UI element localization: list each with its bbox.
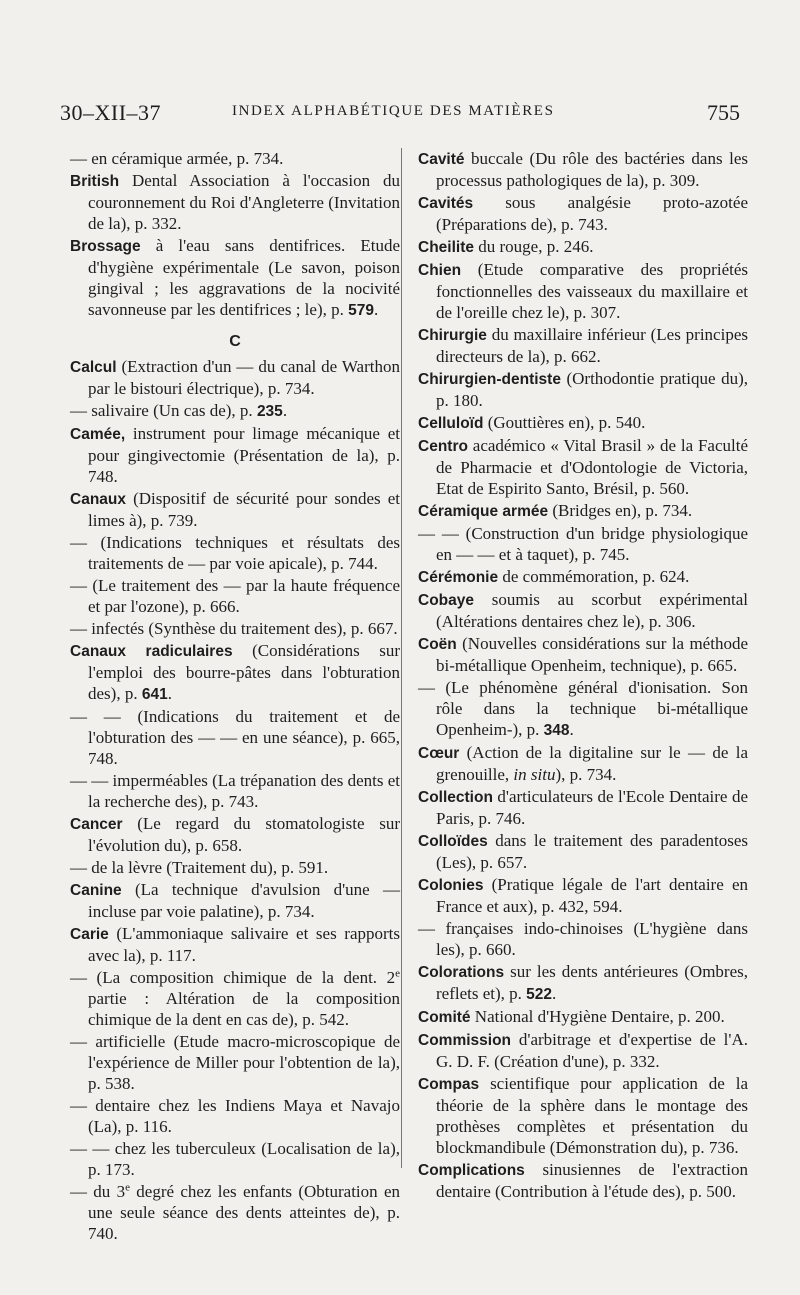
- entry-text: dans le traitement des paradentoses (Les), p. 657.: [436, 831, 748, 872]
- entry-text: scientifique pour application de la théorie de la sphère dans le montage des prothèses complètes et présentation du blockmandibule (Démonstration du), p. 736.: [436, 1074, 748, 1157]
- entry-text: (Extraction d'un — du canal de Warthon par le bistouri électrique), p. 734.: [88, 357, 400, 398]
- entry-text: (Action de la digitaline sur le — de la grenouille,: [436, 743, 748, 784]
- bold-page-number: 579: [348, 302, 374, 319]
- entry-text: (L'ammoniaque salivaire et ses rapports avec la), p. 117.: [88, 924, 400, 965]
- index-entry: [418, 500, 748, 522]
- entry-text: — artificielle (Etude macro-microscopique de l'expérience de Miller pour l'obtention de la), p. 538.: [70, 1032, 400, 1093]
- page-header: [60, 92, 740, 132]
- entry-text-end: .: [282, 401, 288, 420]
- entry-keyword: British: [70, 173, 120, 190]
- entry-text: — (La composition chimique de la dent. 2: [70, 968, 396, 987]
- entry-text-end: partie : Altération de la composition chimique de la dent en cas de), p. 542.: [88, 989, 400, 1029]
- index-entry: [418, 830, 748, 873]
- section-letter: C: [229, 333, 241, 350]
- index-entry: [418, 874, 748, 917]
- entry-text: — de la lèvre (Traitement du), p. 591.: [70, 858, 329, 877]
- entry-keyword: Colloïdes: [418, 833, 488, 850]
- entry-text: buccale (Du rôle des bactéries dans les processus pathologiques de la), p. 309.: [436, 149, 748, 190]
- index-entry: [70, 706, 400, 769]
- entry-keyword: Chirurgie: [418, 327, 487, 344]
- index-entry: [418, 786, 748, 829]
- entry-text-end: .: [167, 684, 172, 703]
- entry-text: sous analgésie proto-azotée (Préparations de), p. 743.: [436, 193, 748, 234]
- index-entry: [418, 677, 748, 741]
- index-entry: [70, 235, 400, 321]
- entry-text: (Gouttières en), p. 540.: [483, 413, 646, 432]
- entry-keyword: Céramique armée: [418, 503, 549, 520]
- index-entry: [418, 259, 748, 323]
- entry-keyword: Brossage: [70, 238, 141, 255]
- entry-text: — françaises indo-chinoises (L'hygiène dans les), p. 660.: [418, 919, 748, 959]
- entry-text: (Considérations sur l'emploi des bourre-pâtes dans l'obturation des), p.: [88, 641, 400, 703]
- entry-text: (Pratique légale de l'art dentaire en France et aux), p. 432, 594.: [436, 875, 748, 916]
- entry-text: (Le regard du stomatologiste sur l'évolution du), p. 658.: [88, 814, 400, 855]
- index-entry: [418, 633, 748, 676]
- page-number: 755: [707, 100, 740, 125]
- index-entry: [418, 1159, 748, 1202]
- index-entry: [418, 918, 748, 960]
- entry-text: Dental Association à l'occasion du couronnement du Roi d'Angleterre (Invitation de la), p. 332.: [88, 171, 400, 233]
- entry-keyword: Canaux radiculaires: [70, 643, 233, 660]
- index-entry: [70, 813, 400, 856]
- entry-keyword: Compas: [418, 1076, 480, 1093]
- index-entry: [418, 236, 748, 258]
- index-entry: [70, 356, 400, 399]
- index-entry: [418, 742, 748, 785]
- entry-text: (Dispositif de sécurité pour sondes et limes à), p. 739.: [88, 489, 400, 530]
- entry-text: (Orthodontie pratique du), p. 180.: [436, 369, 748, 410]
- entry-keyword: Cavité: [418, 151, 465, 168]
- entry-text: National d'Hygiène Dentaire, p. 200.: [470, 1007, 725, 1026]
- index-entry: [418, 1073, 748, 1158]
- bold-page-number: 641: [141, 686, 168, 703]
- index-entry: [418, 412, 748, 434]
- index-entry: [418, 368, 748, 411]
- index-entry: [418, 324, 748, 367]
- entry-keyword: Coën: [418, 636, 457, 653]
- bold-page-number: 522: [526, 986, 553, 1003]
- left-column: [70, 148, 400, 1245]
- entry-text: du maxillaire inférieur (Les principes directeurs de la), p. 662.: [436, 325, 748, 366]
- index-entry: [70, 923, 400, 966]
- entry-keyword: Complications: [418, 1162, 525, 1179]
- index-entry: [70, 1095, 400, 1137]
- entry-text-end: .: [552, 984, 557, 1003]
- index-entry: [70, 575, 400, 617]
- entry-text: — dentaire chez les Indiens Maya et Navajo (La), p. 116.: [70, 1096, 400, 1136]
- entry-text: — (Indications techniques et résultats des traitements de — par voie apicale), p. 744.: [70, 533, 400, 573]
- index-entry: [70, 640, 400, 705]
- index-entry: [418, 566, 748, 588]
- index-entry: [70, 857, 400, 878]
- entry-text: — du 3: [70, 1182, 126, 1201]
- entry-keyword: Chien: [418, 262, 462, 279]
- entry-text-end: ), p. 734.: [555, 765, 617, 784]
- index-entry: [418, 192, 748, 235]
- column-divider: [401, 148, 402, 1168]
- entry-text: (Nouvelles considérations sur la méthode bi-métallique Openheim, technique), p. 665.: [436, 634, 748, 675]
- index-entry: [70, 532, 400, 574]
- entry-text: — en céramique armée, p. 734.: [70, 149, 284, 168]
- bold-page-number: 348: [543, 722, 570, 739]
- entry-text: de commémoration, p. 624.: [498, 567, 690, 586]
- entry-keyword: Cobaye: [418, 592, 474, 609]
- entry-text: — — imperméables (La trépanation des dents et la recherche des), p. 743.: [70, 771, 400, 811]
- index-entry: [418, 435, 748, 499]
- index-entry: [418, 961, 748, 1005]
- entry-keyword: Cavités: [418, 195, 474, 212]
- entry-keyword: Commission: [418, 1032, 512, 1049]
- index-entry: [418, 1029, 748, 1072]
- ordinal-suffix: e: [125, 1181, 130, 1194]
- index-entry: [70, 967, 400, 1030]
- entry-text: instrument pour limage mécanique et pour gingivectomie (Présentation de la), p. 748.: [88, 424, 400, 486]
- entry-keyword: Cheilite: [418, 239, 474, 256]
- running-title: INDEX ALPHABÉTIQUE DES MATIÈRES: [232, 103, 555, 119]
- entry-keyword: Cancer: [70, 816, 123, 833]
- entry-text: sur les dents antérieures (Ombres, reflets et), p.: [436, 962, 748, 1003]
- index-entry: [70, 423, 400, 487]
- entry-text: — — (Construction d'un bridge physiologique en — — et à taquet), p. 745.: [418, 524, 748, 564]
- entry-text: — — (Indications du traitement et de l'obturation des — — en une séance), p. 665, 748.: [70, 707, 400, 768]
- entry-text: à l'eau sans dentifrices. Etude d'hygiène expérimentale (Le savon, poison gingival ; les aggravations de la nocivité savonneuse par les dentifrices ; le), p.: [88, 236, 400, 319]
- entry-text: (Etude comparative des propriétés fonctionnelles des vaisseaux du maxillaire et de l'oreille chez le), p. 307.: [436, 260, 748, 322]
- entry-text: sinusiennes de l'extraction dentaire (Contribution à l'étude des), p. 500.: [436, 1160, 748, 1201]
- entry-keyword: Camée,: [70, 426, 126, 443]
- index-entry: [418, 523, 748, 565]
- entry-text: (La technique d'avulsion d'une — incluse par voie palatine), p. 734.: [88, 880, 400, 921]
- entry-keyword: Celluloïd: [418, 415, 484, 432]
- index-entry: [70, 400, 400, 422]
- entry-keyword: Calcul: [70, 359, 117, 376]
- entry-text: — (Le phénomène général d'ionisation. Son rôle dans la technique bi-métallique Openheim-), p.: [418, 678, 748, 739]
- index-entry: [70, 770, 400, 812]
- ordinal-suffix: e: [395, 967, 400, 980]
- entry-text: soumis au scorbut expérimental (Altérations dentaires chez le), p. 306.: [436, 590, 748, 631]
- entry-text: — salivaire (Un cas de), p.: [70, 401, 257, 420]
- entry-text: (Bridges en), p. 734.: [548, 501, 693, 520]
- entry-keyword: Colorations: [418, 964, 505, 981]
- index-entry: [70, 148, 400, 169]
- entry-keyword: Carie: [70, 926, 109, 943]
- index-entry: [70, 1031, 400, 1094]
- entry-keyword: Centro: [418, 438, 468, 455]
- entry-text-end: degré chez les enfants (Obturation en une seule séance des dents atteintes de), p. 740.: [88, 1182, 400, 1243]
- entry-keyword: Comité: [418, 1009, 471, 1026]
- entry-keyword: Canine: [70, 882, 122, 899]
- entry-text-end: .: [569, 720, 574, 739]
- volume-date: 30–XII–37: [60, 100, 162, 125]
- index-entry: [70, 879, 400, 922]
- entry-text: d'arbitrage et d'expertise de l'A. G. D. F. (Création d'une), p. 332.: [436, 1030, 748, 1071]
- index-entry: [70, 170, 400, 234]
- entry-keyword: Chirurgien-dentiste: [418, 371, 561, 388]
- entry-text: — (Le traitement des — par la haute fréquence et par l'ozone), p. 666.: [70, 576, 400, 616]
- index-entry: [70, 618, 400, 639]
- index-entry: [70, 1181, 400, 1244]
- index-entry: [418, 589, 748, 632]
- entry-keyword: Colonies: [418, 877, 484, 894]
- entry-keyword: Cœur: [418, 745, 460, 762]
- entry-text-end: .: [373, 300, 379, 319]
- right-column: [418, 148, 748, 1203]
- index-entry: [70, 1138, 400, 1180]
- entry-text: — infectés (Synthèse du traitement des), p. 667.: [70, 619, 398, 638]
- bold-page-number: 235: [256, 403, 283, 420]
- entry-keyword: Collection: [418, 789, 493, 806]
- entry-text: du rouge, p. 246.: [473, 237, 594, 256]
- entry-text: d'articulateurs de l'Ecole Dentaire de Paris, p. 746.: [436, 787, 748, 828]
- index-entry: [70, 488, 400, 531]
- index-entry: [418, 148, 748, 191]
- entry-italic: in situ: [513, 765, 556, 784]
- entry-text: académico « Vital Brasil » de la Faculté de Pharmacie et d'Odontologie de Victoria, Etat de Espirito Santo, Brésil, p. 560.: [436, 436, 748, 498]
- entry-text: — — chez les tuberculeux (Localisation de la), p. 173.: [70, 1139, 400, 1179]
- entry-keyword: Canaux: [70, 491, 126, 508]
- index-entry: [418, 1006, 748, 1028]
- entry-keyword: Cérémonie: [418, 569, 499, 586]
